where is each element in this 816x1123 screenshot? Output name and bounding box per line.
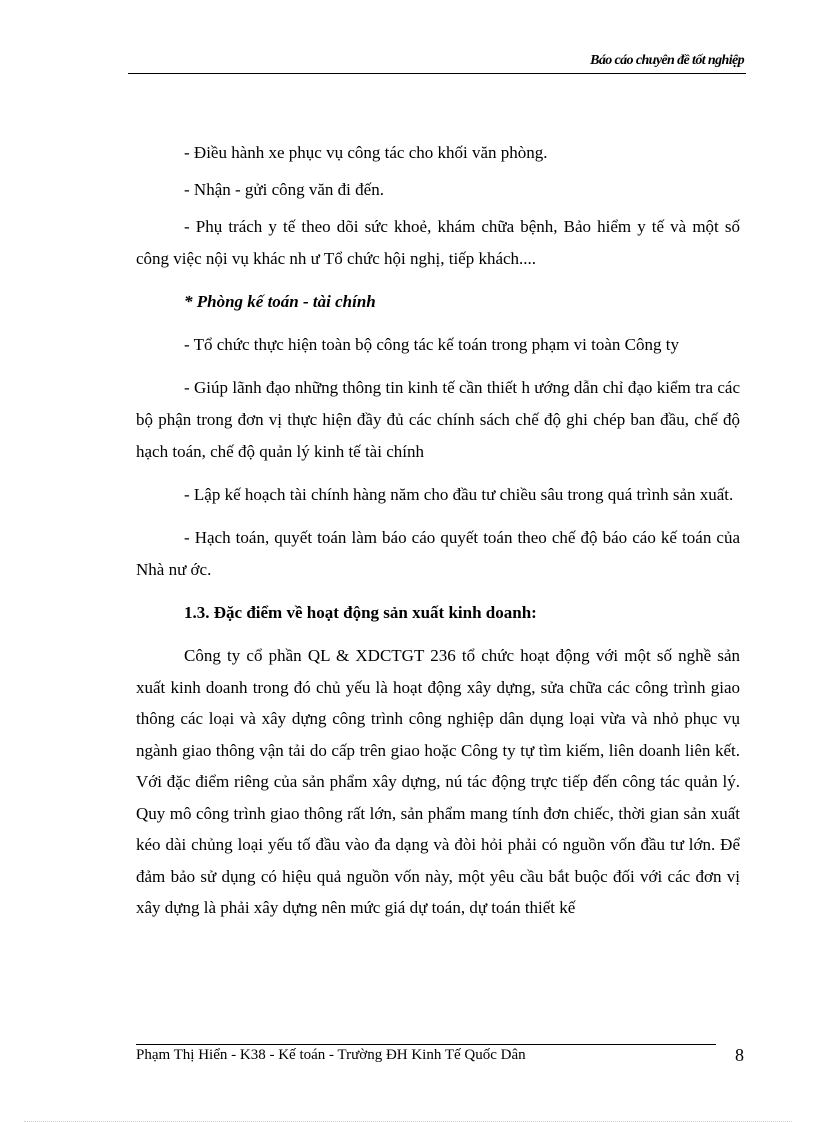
page-number: 8 — [735, 1045, 744, 1065]
paragraph-accounting-org: - Tổ chức thực hiện toàn bộ công tác kế toán trong phạm vi toàn Công ty — [184, 335, 679, 354]
paragraph-settlement: - Hạch toán, quyết toán làm báo cáo quyết toán theo chế độ báo cáo kế toán của Nhà nư ớc. — [136, 528, 740, 579]
section-subheading: * Phòng kế toán - tài chính — [184, 292, 376, 311]
header-rule — [128, 73, 746, 74]
paragraph-business-description: Công ty cổ phần QL & XDCTGT 236 tổ chức hoạt động với một số nghề sản xuất kinh doanh trong đó chủ yếu là hoạt động xây dựng, sửa chữa các công trình giao thông các loại và xây dựng công trình công nghiệp dân dụng loại vừa và nhỏ phục vụ ngành giao thông vận tải do cấp trên giao hoặc Công ty tự tìm kiếm, liên doanh liên kết. Với đặc điểm riêng của sản phẩm xây dựng, nú tác động trực tiếp đến công tác quản lý. Quy mô công trình giao thông rất lớn, sản phẩm mang tính đơn chiếc, thời gian sản xuất kéo dài chủng loại yếu tố đầu vào đa dạng và đòi hỏi phải có nguồn vốn đầu tư lớn. Để đảm bảo sử dụng có hiệu quả nguồn vốn này, một yêu cầu bắt buộc đối với các đơn vị xây dựng là phải xây dựng nên mức giá dự toán, dự toán thiết kế — [136, 646, 740, 917]
paragraph-health: - Phụ trách y tế theo dõi sức khoẻ, khám chữa bệnh, Bảo hiểm y tế và một số công việc nội vụ khác nh ư Tổ chức hội nghị, tiếp khách.... — [136, 217, 740, 268]
page-body — [136, 137, 740, 935]
page-edge-dotted-line — [24, 1121, 792, 1122]
header-title: Báo cáo chuyên đề tốt nghiệp — [590, 53, 744, 68]
paragraph-financial-plan: - Lập kế hoạch tài chính hàng năm cho đầu tư chiều sâu trong quá trình sản xuất. — [184, 485, 734, 504]
footer-rule — [136, 1044, 716, 1045]
footer-author: Phạm Thị Hiển - K38 - Kế toán - Trường ĐH Kinh Tế Quốc Dân — [136, 1047, 526, 1063]
paragraph-vehicle: - Điều hành xe phục vụ công tác cho khối văn phòng. — [184, 143, 548, 162]
paragraph-dispatch: - Nhận - gửi công văn đi đến. — [184, 180, 384, 199]
paragraph-leadership-support: - Giúp lãnh đạo những thông tin kinh tế cần thiết h ướng dẫn chỉ đạo kiểm tra các bộ phận trong đơn vị thực hiện đầy đủ các chính sách chế độ ghi chép ban đầu, chế độ hạch toán, chế độ quản lý kinh tế tài chính — [136, 378, 740, 461]
section-heading: 1.3. Đặc điểm về hoạt động sản xuất kinh doanh: — [184, 603, 537, 622]
